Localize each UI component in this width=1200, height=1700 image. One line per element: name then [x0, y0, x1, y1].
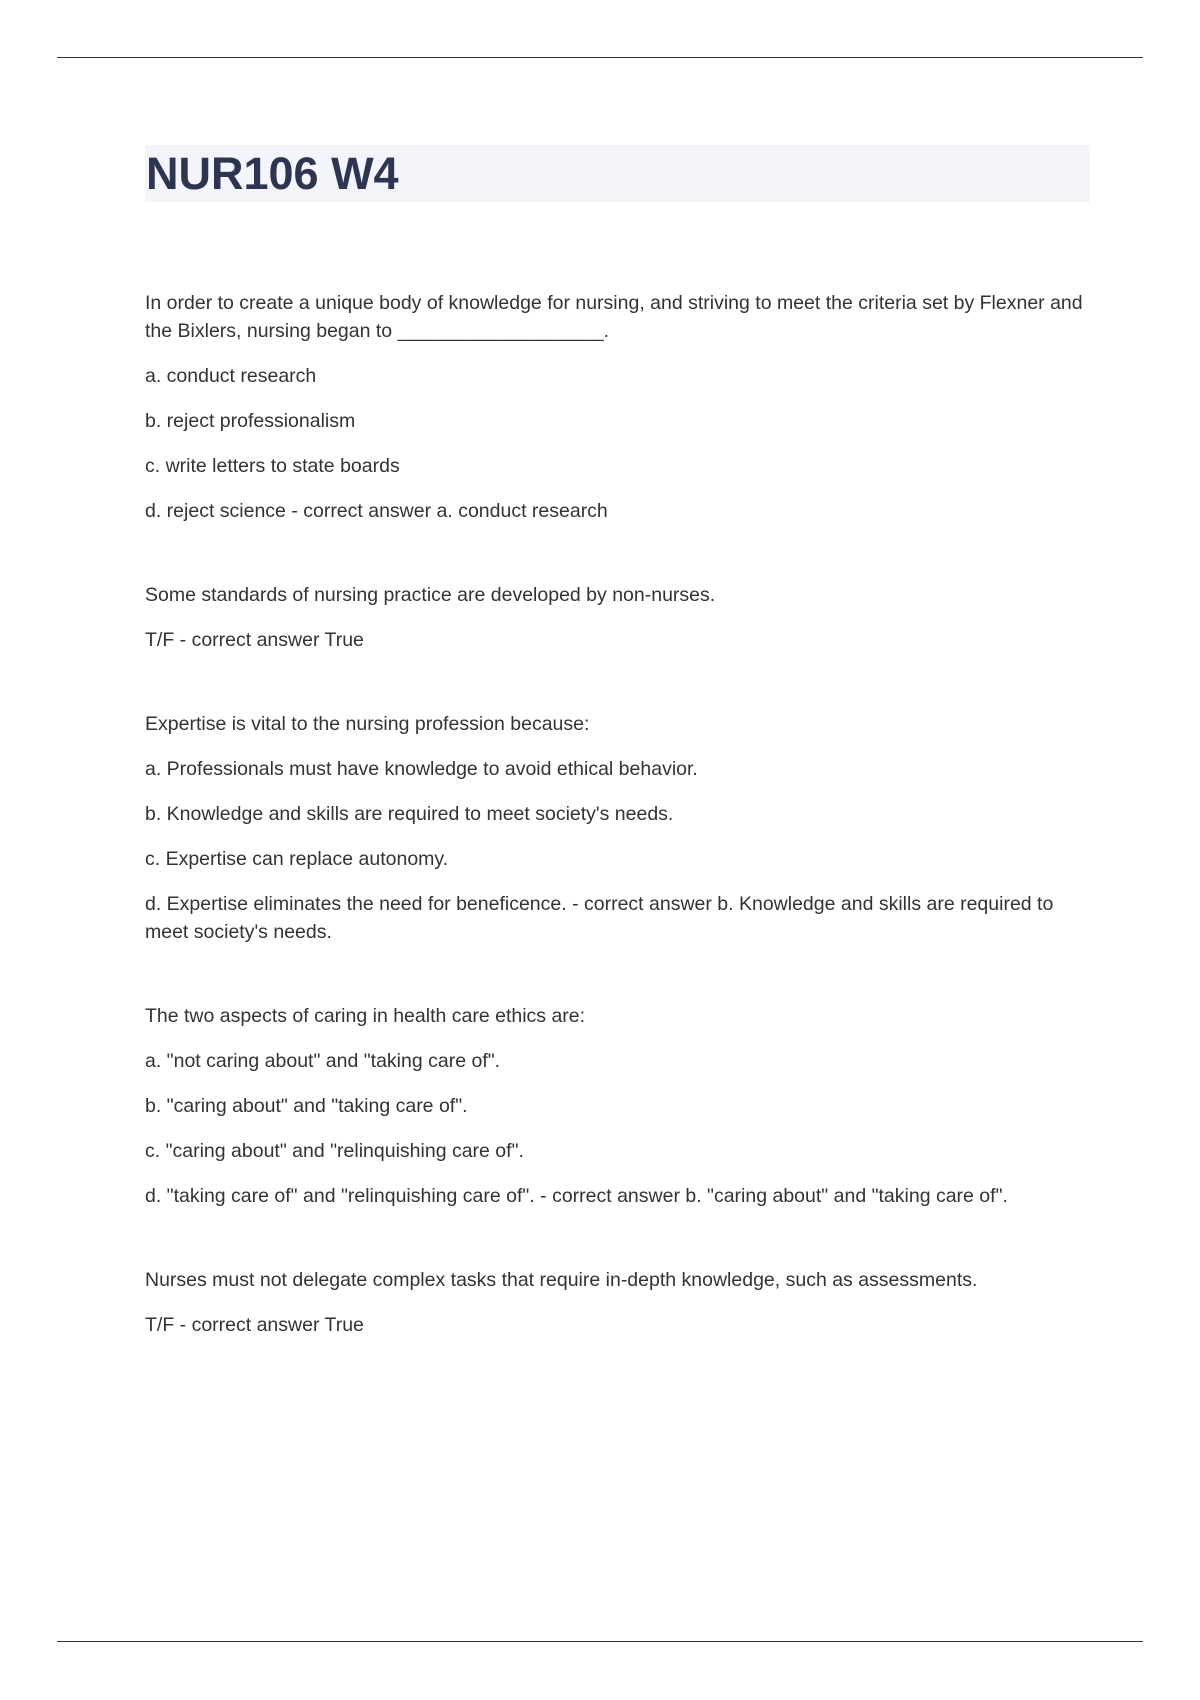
answer-option: a. Professionals must have knowledge to avoid ethical behavior.	[145, 758, 698, 780]
question-block	[145, 1266, 1085, 1339]
question-text: In order to create a unique body of knowledge for nursing, and striving to meet the criteria set by Flexner and the Bixlers, nursing began to ___________________.	[145, 292, 1083, 342]
answer-option: b. "caring about" and "taking care of".	[145, 1095, 468, 1117]
answer-option: c. "caring about" and "relinquishing care of".	[145, 1140, 524, 1162]
question-text: Some standards of nursing practice are developed by non-nurses.	[145, 584, 716, 606]
answer-option: a. conduct research	[145, 365, 317, 387]
question-block	[145, 289, 1085, 525]
answer-option: b. reject professionalism	[145, 410, 356, 432]
question-block	[145, 581, 1085, 654]
top-rule	[57, 57, 1143, 58]
answer-option: d. Expertise eliminates the need for beneficence. - correct answer b. Knowledge and skills are required to meet society's needs.	[145, 893, 1054, 943]
answer-option: d. reject science - correct answer a. conduct research	[145, 500, 608, 522]
answer-line: T/F - correct answer True	[145, 629, 364, 651]
answer-option: a. "not caring about" and "taking care of".	[145, 1050, 501, 1072]
answer-option: d. "taking care of" and "relinquishing care of". - correct answer b. "caring about" and "taking care of".	[145, 1185, 1008, 1207]
answer-option: b. Knowledge and skills are required to meet society's needs.	[145, 803, 674, 825]
bottom-rule	[57, 1641, 1143, 1642]
question-block	[145, 710, 1085, 946]
question-block	[145, 1002, 1085, 1210]
question-text: Expertise is vital to the nursing profession because:	[145, 713, 590, 735]
answer-option: c. write letters to state boards	[145, 455, 400, 477]
document-title: NUR106 W4	[146, 148, 399, 199]
questions-list	[145, 289, 1085, 1395]
answer-option: c. Expertise can replace autonomy.	[145, 848, 449, 870]
answer-line: T/F - correct answer True	[145, 1314, 364, 1336]
question-text: Nurses must not delegate complex tasks that require in-depth knowledge, such as assessments.	[145, 1269, 978, 1291]
question-text: The two aspects of caring in health care ethics are:	[145, 1005, 586, 1027]
